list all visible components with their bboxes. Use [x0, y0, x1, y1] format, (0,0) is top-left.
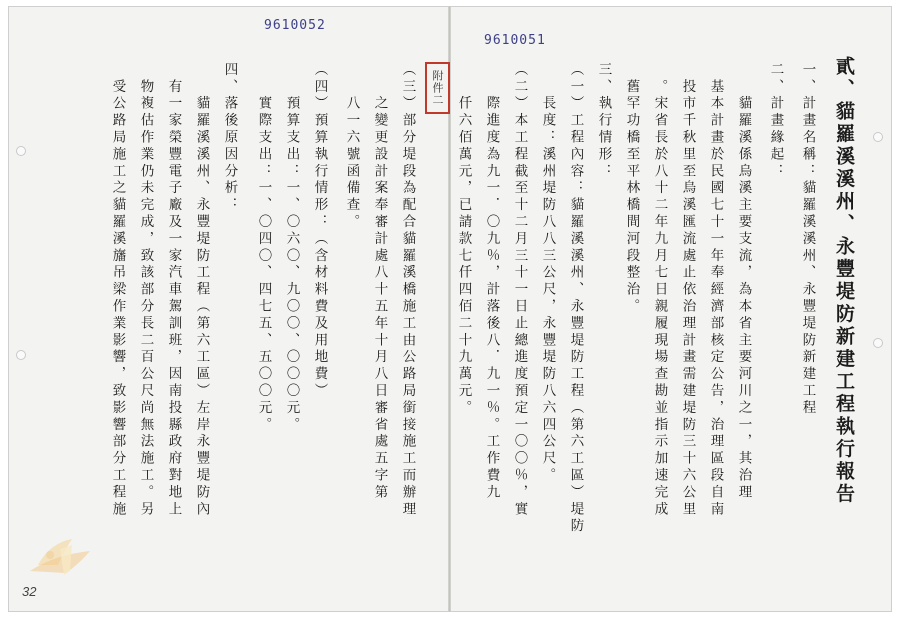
text-column: 投市千秋里至烏溪匯流處止依治理計畫需建堤防三十六公里 — [679, 62, 696, 519]
punch-hole — [16, 350, 26, 360]
attachment-label: 附件二 — [431, 70, 444, 106]
text-column: 貓羅溪係烏溪主要支流，為本省主要河川之一，其治理 — [735, 62, 752, 502]
text-column: 受公路局施工之貓羅溪旛吊梁作業影響，致影響部分工程施 — [109, 62, 126, 519]
text-column: 基本計畫於民國七十一年奉經濟部核定公告，治理區段自南 — [707, 62, 724, 519]
text-column: 貓羅溪溪州、永豐堤防工程（第六工區）左岸永豐堤防內 — [193, 62, 210, 519]
text-column: 四、落後原因分析： — [221, 62, 238, 215]
punch-hole — [873, 338, 883, 348]
punch-hole — [16, 146, 26, 156]
text-column: 八一六號函備查。 — [343, 62, 360, 231]
text-column: 實際支出：一、〇四〇、四七五、五〇〇元。 — [255, 62, 272, 434]
text-column: 長度：溪州堤防八八三公尺，永豐堤防八六四公尺。 — [539, 62, 556, 485]
text-column: （一）工程內容：貓羅溪溪州、永豐堤防工程（第六工區）堤防 — [567, 62, 584, 536]
archive-logo-icon — [20, 525, 108, 581]
text-column: 二、計畫緣起： — [767, 62, 784, 181]
text-column: 之變更設計案奉審計處八十五年十月八日審省處五字第 — [371, 62, 388, 502]
text-column: 一、計畫名稱：貓羅溪溪州、永豐堤防新建工程 — [799, 62, 816, 417]
text-column: （三）部分堤段為配合貓羅溪橋施工由公路局銜接施工而辦理 — [399, 62, 416, 519]
punch-hole — [873, 132, 883, 142]
page-number: 32 — [22, 584, 37, 599]
attachment-box — [425, 62, 450, 114]
text-column: （四）預算執行情形：（含材料費及用地費） — [311, 62, 328, 400]
text-column: 仟六佰萬元，已請款七仟四佰二十九萬元。 — [455, 62, 472, 417]
text-column: （二）本工程截至十二月三十一日止總進度預定一〇〇％，實 — [511, 62, 528, 519]
archive-number-stamp: 9610051 — [484, 33, 546, 48]
text-column: 三、執行情形： — [595, 62, 612, 181]
archive-number-stamp: 9610052 — [264, 18, 326, 33]
text-column: 際進度為九一．〇九％，計落後八．九一％。工作費九 — [483, 62, 500, 502]
text-column: 。宋省長於八十二年九月七日親履現場查勘並指示加速完成 — [651, 62, 668, 519]
text-column: 有一家榮豐電子廠及一家汽車駕訓班，因南投縣政府對地上 — [165, 62, 182, 519]
text-column: 預算支出：一、〇六〇、九〇〇、〇〇〇元。 — [283, 62, 300, 434]
text-column: 舊罕功橋至平林橋間河段整治。 — [623, 62, 640, 316]
text-column: 物複估作業仍未完成，致該部分長二百公尺尚無法施工。另 — [137, 62, 154, 519]
report-title: 貳、貓羅溪溪州、永豐堤防新建工程執行報告 — [833, 56, 855, 506]
